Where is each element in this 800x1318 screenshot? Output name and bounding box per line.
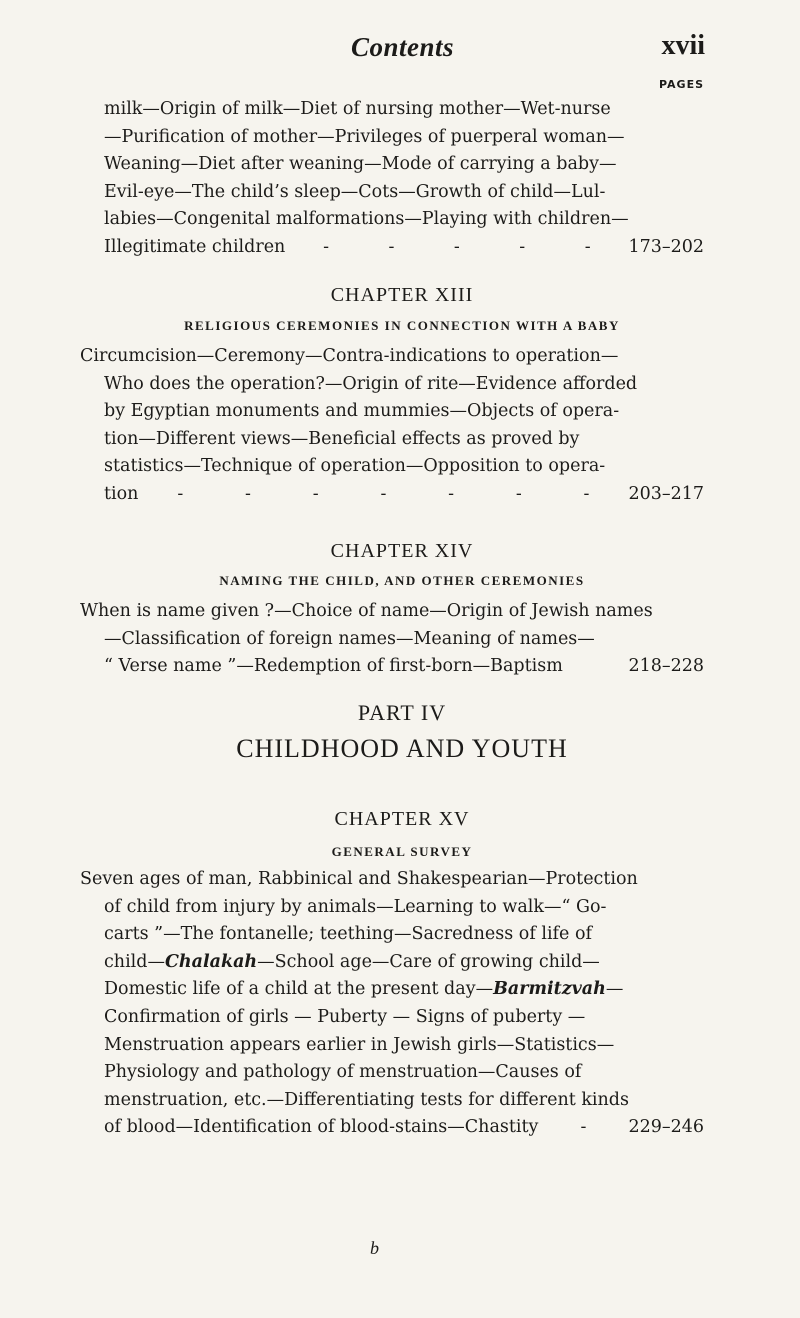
page-range: 218–228 (628, 656, 704, 677)
entry-line: Weaning—Diet after weaning—Mode of carrying a baby— (104, 154, 617, 175)
entry-line: —Purification of mother—Privileges of puerperal woman— (104, 126, 625, 147)
entry-line: —Classification of foreign names—Meaning of names— (104, 628, 595, 649)
leader-dash: - (519, 236, 526, 257)
entry-line: tion—Different views—Beneficial effects as proved by (104, 428, 580, 449)
entry-text: child— (104, 951, 165, 972)
leader-dash: - (312, 483, 319, 504)
entry-line: milk—Origin of milk—Diet of nursing mother—Wet-nurse (104, 99, 611, 119)
page-number: xvii (661, 30, 705, 61)
chapter14-subhead: NAMING THE CHILD, AND OTHER CEREMONIES (219, 573, 585, 588)
leader-dash: - (580, 1117, 587, 1138)
chapter15-heading: CHAPTER XV (334, 808, 470, 830)
chapter12-contents-tail (104, 96, 704, 262)
entry-last-line (80, 481, 704, 509)
entry-line: Seven ages of man, Rabbinical and Shakespearian—Protection (80, 869, 638, 889)
entry-line: Who does the operation?—Origin of rite—Evidence afforded (104, 373, 638, 394)
chapter15-subhead: GENERAL SURVEY (331, 844, 473, 859)
entry-line: Circumcision—Ceremony—Contra-indications to operation— (80, 346, 619, 366)
entry-last-line (104, 234, 704, 262)
part-title: CHILDHOOD AND YOUTH (236, 734, 568, 763)
entry-line-text: “ Verse name ”—Redemption of first-born—Baptism (104, 656, 563, 677)
entry-text: —School age—Care of growing child— (257, 951, 600, 972)
entry-line: of child from injury by animals—Learning to walk—“ Go- (104, 896, 607, 917)
entry-line: Confirmation of girls — Puberty — Signs of puberty — (104, 1006, 586, 1027)
entry-line: by Egyptian monuments and mummies—Objects of opera- (104, 401, 620, 422)
entry-line: menstruation, etc.—Differentiating tests for different kinds (104, 1089, 629, 1110)
part-label: PART IV (357, 700, 447, 725)
leader-dashes (285, 234, 628, 262)
entry-line (80, 976, 704, 1004)
entry-line: Menstruation appears earlier in Jewish girls—Statistics— (104, 1034, 615, 1055)
chapter13-contents (80, 343, 704, 509)
running-title: Contents (350, 32, 455, 62)
hebrew-term: Chalakah (164, 951, 258, 972)
leader-dash: - (380, 483, 387, 504)
entry-last-line (80, 653, 704, 681)
leader-dash: - (388, 236, 395, 257)
entry-line-text: Illegitimate children (104, 236, 286, 257)
pages-column-label: PAGES (658, 78, 704, 91)
entry-line-text: of blood—Identification of blood-stains—Chastity (104, 1117, 539, 1138)
chapter14-contents (80, 598, 704, 681)
entry-line: Evil-eye—The child’s sleep—Cots—Growth of child—Lul- (104, 181, 606, 202)
signature-mark: b (370, 1238, 379, 1258)
leader-dash: - (583, 483, 590, 504)
leader-dash: - (453, 236, 460, 257)
leader-dashes (138, 481, 628, 509)
page-range: 173–202 (628, 236, 704, 257)
entry-text: Domestic life of a child at the present day— (104, 979, 494, 1000)
leader-dash: - (448, 483, 455, 504)
page-range: 229–246 (628, 1117, 704, 1138)
leader-dash: - (584, 236, 591, 257)
hebrew-term: Barmitzvah (493, 979, 606, 1000)
leader-dash: - (177, 483, 184, 504)
entry-line: Physiology and pathology of menstruation—Causes of (104, 1062, 582, 1083)
running-head (100, 18, 705, 68)
chapter14-heading: CHAPTER XIV (330, 540, 474, 562)
entry-line: statistics—Technique of operation—Opposition to opera- (104, 456, 606, 477)
leader-dash: - (323, 236, 329, 257)
entry-text: — (605, 979, 624, 1000)
leader-dash: - (245, 483, 251, 504)
chapter13-heading: CHAPTER XIII (330, 284, 474, 306)
entry-line-text: tion (104, 483, 139, 504)
page-range: 203–217 (628, 483, 704, 504)
leader-dash: - (515, 483, 522, 504)
chapter15-contents (80, 866, 704, 1142)
entry-line: labies—Congenital malformations—Playing with children— (104, 209, 629, 230)
entry-line: When is name given ?—Choice of name—Origin of Jewish names (80, 601, 653, 621)
entry-line: carts ”—The fontanelle; teething—Sacredness of life of (104, 924, 592, 945)
chapter13-subhead: RELIGIOUS CEREMONIES IN CONNECTION WITH A BABY (184, 318, 620, 333)
entry-line (80, 949, 704, 977)
entry-last-line (80, 1114, 704, 1142)
